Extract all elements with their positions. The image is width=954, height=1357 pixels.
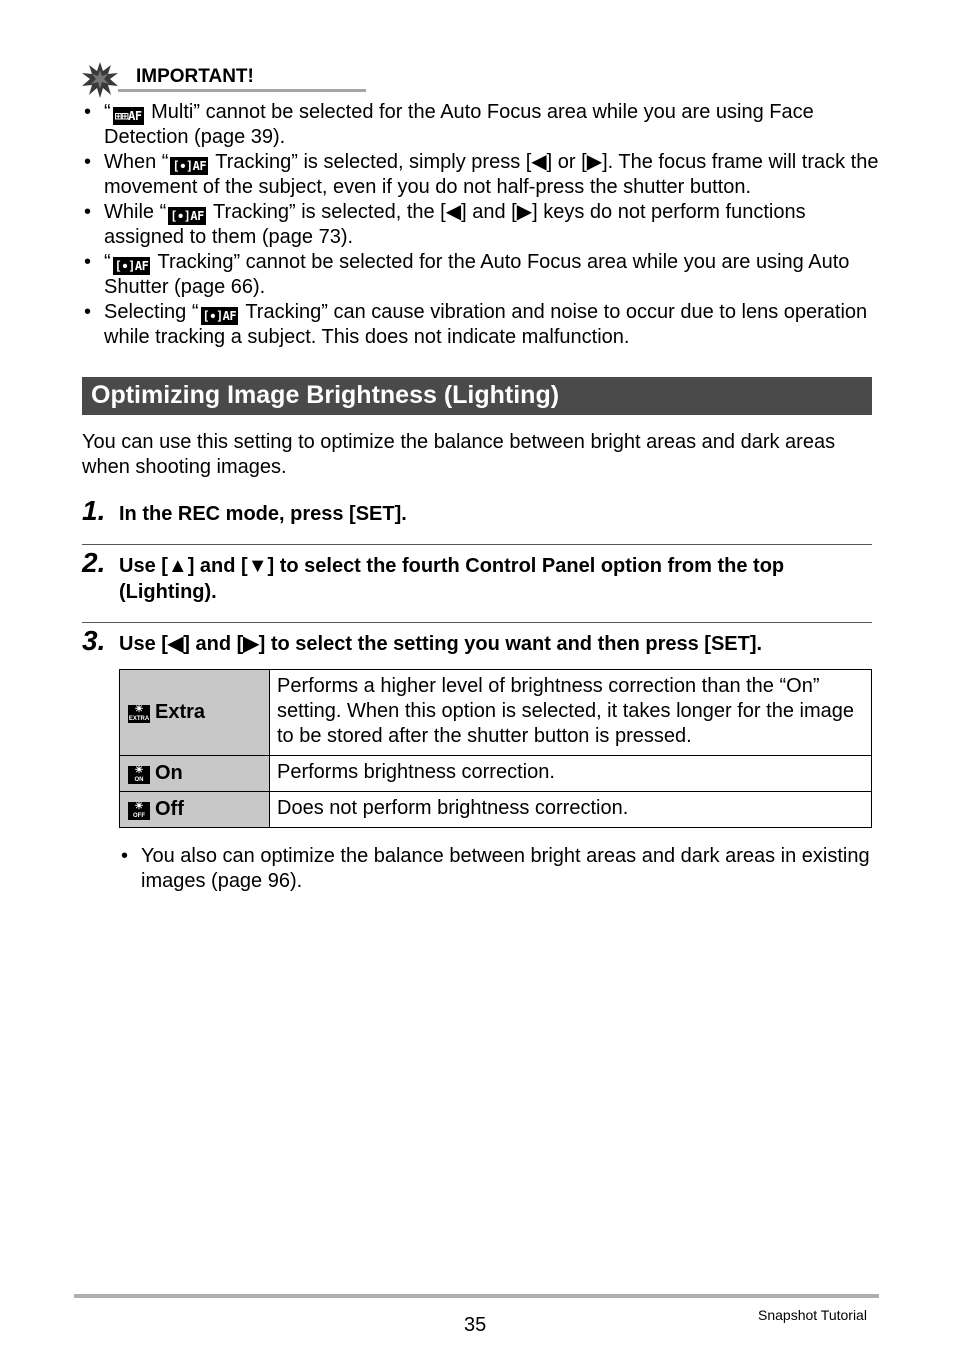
option-name-cell: ☀ OFF Off (120, 792, 270, 828)
bullet-item: • “ ⊞⊞AF Multi” cannot be selected for the Auto Focus area while you are using Face Detection (page 39). (84, 101, 814, 148)
bullet-item: • While “ [∙]AF Tracking” is selected, the [◀] and [▶] keys do not perform functions assigned to them (page 73). (84, 201, 806, 248)
step-divider (82, 544, 872, 545)
option-desc-cell: Performs a higher level of brightness correction than the “On” setting. When this option is selected, it takes longer for the image to be stored after the shutter button is pressed. (270, 670, 872, 756)
step-text: In the REC mode, press [SET]. (119, 503, 407, 525)
tracking-af-icon: [∙]AF (170, 209, 204, 223)
footer-title: Snapshot Tutorial (758, 1307, 867, 1323)
table-row (120, 670, 872, 756)
lighting-off-icon: ☀ OFF (128, 802, 150, 820)
tracking-af-icon: [∙]AF (114, 259, 149, 273)
tracking-af-icon: [∙]AF (172, 159, 207, 173)
important-bullet-list (82, 100, 882, 350)
note-bullet: • You also can optimize the balance between bright areas and dark areas in existing images (page 96). (121, 845, 870, 892)
tracking-af-icon: [∙]AF (202, 309, 237, 323)
table-row (120, 756, 872, 792)
section-intro: You can use this setting to optimize the balance between bright areas and dark areas when shooting images. (82, 431, 836, 478)
option-name-cell: ☀ ON On (120, 756, 270, 792)
important-label: IMPORTANT! (136, 66, 254, 87)
bullet-item: • Selecting “ [∙]AF Tracking” can cause vibration and noise to occur due to lens operation while tracking a subject. This does not indicate malfunction. (84, 301, 868, 348)
step-text: Use [◀] and [▶] to select the setting you want and then press [SET]. (119, 633, 763, 655)
important-header (82, 62, 292, 96)
step-number: 3. (82, 625, 106, 656)
bullet-item: • “ [∙]AF Tracking” cannot be selected for the Auto Focus area while you are using Auto Shutter (page 66). (84, 251, 850, 298)
page-number: 35 (464, 1314, 487, 1336)
table-row (120, 792, 872, 828)
option-name-cell: ☀ EXTRA Extra (120, 670, 270, 756)
important-rule (118, 89, 366, 92)
step-divider (82, 622, 872, 623)
step-text: Use [▲] and [▼] to select the fourth Control Panel option from the top (Lighting). (119, 555, 785, 603)
option-desc-cell: Does not perform brightness correction. (270, 792, 872, 828)
multi-af-icon: ⊞⊞AF (114, 109, 142, 123)
section-title: Optimizing Image Brightness (Lighting) (91, 381, 560, 409)
step-number: 1. (82, 495, 106, 526)
lighting-options-table (119, 669, 872, 828)
section-header (82, 377, 872, 415)
footer-rule (74, 1294, 879, 1298)
burst-icon (82, 62, 118, 98)
option-desc-cell: Performs brightness correction. (270, 756, 872, 792)
lighting-extra-icon: ☀ EXTRA (128, 704, 150, 722)
note-text: You also can optimize the balance between bright areas and dark areas in existing images (page 96). (141, 845, 870, 892)
bullet-item: • When “ [∙]AF Tracking” is selected, simply press [◀] or [▶]. The focus frame will track the movement of the subject, even if you do not half-press the shutter button. (84, 151, 879, 198)
step-number: 2. (82, 547, 106, 578)
lighting-on-icon: ☀ ON (128, 766, 150, 784)
